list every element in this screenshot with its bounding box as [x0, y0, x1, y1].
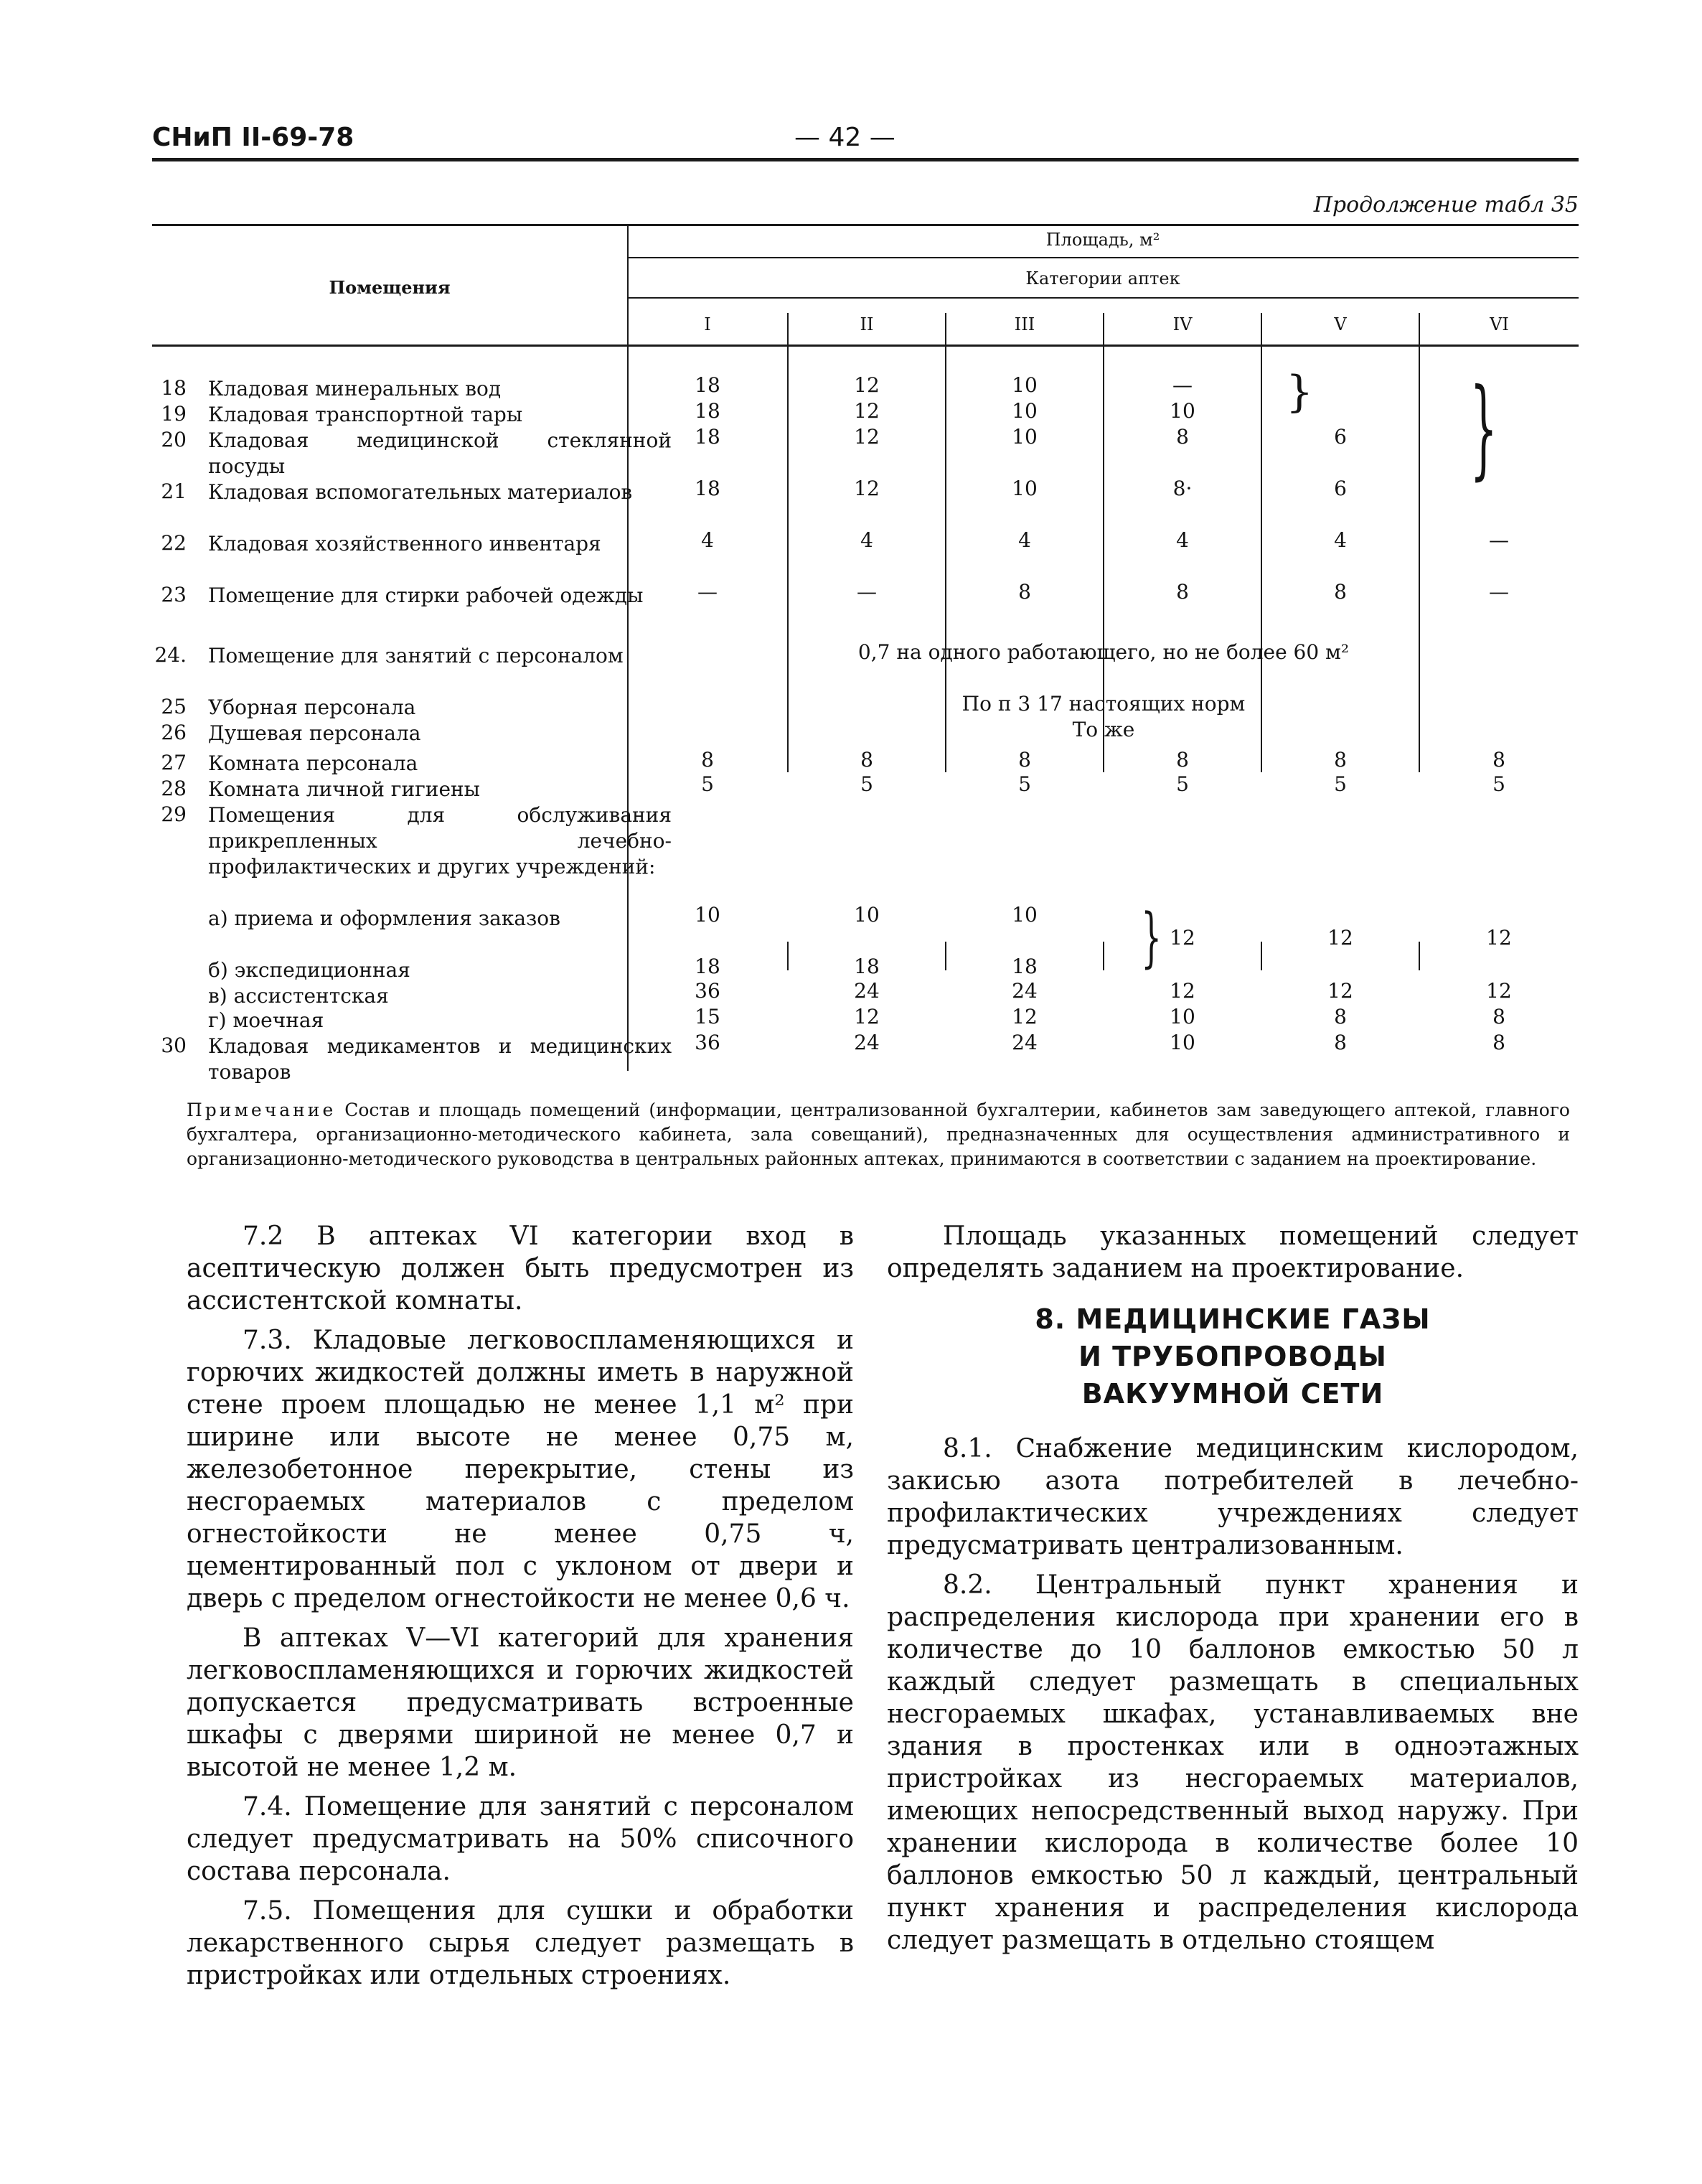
- cell-iv: 10: [1170, 1031, 1195, 1054]
- note-label: Примечание: [187, 1100, 337, 1120]
- row-number: 21: [161, 479, 187, 503]
- row-number: 22: [161, 531, 187, 555]
- note-text: Состав и площадь помещений (информации, централизованной бухгалтерии, кабинетов зам заведующего аптекой, главного бухгалтера, организационно-методического кабинета, зала совещаний), предназначенных для осуществления административного и организационно-методического руководства в центральных районных аптеках, принимаются в соответствии с заданием на проектирование.: [187, 1100, 1570, 1169]
- row-name: Кладовая минеральных вод: [208, 377, 502, 400]
- paragraph-text: Снабжение медицинским кислородом, закисью азота потребителей в лечебно-профилактических учреждениях следует предусматривать централизованным.: [887, 1434, 1579, 1560]
- cell-i: 18: [695, 399, 720, 423]
- row-name: Помещение для занятий с персоналом: [208, 644, 624, 667]
- paragraph-text: Центральный пункт хранения и распределения кислорода при хранении его в количестве до 10 баллонов емкостью 50 л каждый следует размещать в специальных несгораемых шкафах, устанавливаемых вне здания в простенках или в одноэтажных пристройках из несгораемых материалов, имеющих непосредственный выход наружу. При хранении кислорода в количестве более 10 баллонов емкостью 50 л каждый, центральный пункт хранения и распределения кислорода следует размещать в отдельно стоящем: [887, 1570, 1579, 1955]
- cell-iv: 8: [1176, 748, 1189, 772]
- cat-divider-2b: [945, 942, 946, 970]
- cell-iv: 12: [1170, 979, 1195, 1003]
- cell-i: 36: [695, 979, 720, 1003]
- row-name: Кладовая хозяйственного инвентаря: [208, 532, 601, 556]
- right-text-column: [887, 1220, 1579, 1964]
- header-area-rule: [627, 257, 1579, 258]
- cell-i: 18: [695, 373, 720, 397]
- document-code: СНиП II-69-78: [152, 123, 354, 152]
- paragraph-number: 7.5.: [243, 1896, 292, 1926]
- cell-iii: 5: [1018, 772, 1031, 796]
- cell-vi: 12: [1486, 979, 1512, 1003]
- cell-iv: 8·: [1172, 477, 1193, 500]
- row-number: 26: [161, 721, 187, 744]
- section-title-line: 8. МЕДИЦИНСКИЕ ГАЗЫ: [1035, 1303, 1431, 1335]
- cell-i: 5: [701, 772, 714, 796]
- cell-iv: 5: [1176, 772, 1189, 796]
- paragraph-text: Помещения для сушки и обработки лекарственного сырья следует размещать в пристройках или отдельных строениях.: [187, 1896, 855, 1990]
- paragraph-number: 8.1.: [943, 1434, 992, 1463]
- cell-iii: 8: [1018, 748, 1031, 772]
- cell-i: 10: [695, 903, 720, 927]
- cell-ii: 4: [860, 528, 873, 552]
- paragraph-8-2: [887, 1569, 1579, 1956]
- section-title-line: ВАКУУМНОЙ СЕТИ: [1081, 1378, 1384, 1410]
- cell-iii: 4: [1018, 528, 1031, 552]
- cell-iii: 10: [1012, 477, 1038, 500]
- cell-iii: 10: [1012, 903, 1038, 927]
- paragraph-8-1: [887, 1433, 1579, 1562]
- paragraph-7-3: [187, 1324, 854, 1615]
- cell-ii: 10: [854, 903, 880, 927]
- cell-iii: 8: [1018, 580, 1031, 604]
- header-area: Площадь, м²: [1045, 230, 1160, 250]
- page-number: — 42 —: [794, 123, 895, 152]
- cell-i: 18: [695, 955, 720, 978]
- table-note: [187, 1098, 1570, 1171]
- paragraph-text: Кладовые легковоспламеняющихся и горючих жидкостей должны иметь в наружной стене проем площадью не менее 1,1 м² при ширине или высоте не менее 0,75 м, железобетонное перекрытие, стены из несгораемых материалов с пределом огнестойкости не менее 0,75 ч, цементированный пол с уклоном от двери и дверь с пределом огнестойкости не менее 0,6 ч.: [187, 1326, 854, 1613]
- cell-vi: —: [1489, 580, 1509, 604]
- paragraph-7-5: [187, 1895, 854, 1992]
- row-name: Комната личной гигиены: [208, 777, 480, 801]
- row-number: 19: [161, 402, 187, 426]
- row-name: Кладовая вспомогательных материалов: [208, 480, 633, 504]
- cell-iv: —: [1172, 373, 1193, 397]
- cell-iv: 8: [1176, 580, 1189, 604]
- cell-ii: 8: [860, 748, 873, 772]
- cell-iii: 18: [1012, 955, 1038, 978]
- paragraph-text: Помещение для занятий с персоналом следует предусматривать на 50% списочного состава персонала.: [187, 1792, 854, 1886]
- cell-iv: 10: [1170, 399, 1195, 423]
- cell-v: 8: [1334, 1005, 1347, 1028]
- header-cat-iii: III: [1014, 314, 1035, 334]
- cell-v: 8: [1334, 1031, 1347, 1054]
- cell-i: 4: [701, 528, 714, 552]
- row-name: Помещение для стирки рабочей одежды: [208, 584, 644, 607]
- cat-divider-5b: [1419, 942, 1420, 970]
- paragraph-7-4: [187, 1791, 854, 1888]
- cell-iii: 24: [1012, 979, 1038, 1003]
- cell-vi: 5: [1492, 772, 1505, 796]
- cell-v: 8: [1334, 580, 1347, 604]
- cell-v: 6: [1334, 425, 1347, 449]
- cell-iv: 12: [1170, 926, 1195, 950]
- row-name: Уборная персонала: [208, 695, 416, 719]
- cell-v: 5: [1334, 772, 1347, 796]
- row-name: а) приема и оформления заказов: [208, 906, 560, 930]
- header-cat-i: I: [704, 314, 711, 334]
- header-categories-rule: [627, 297, 1579, 299]
- brace-rows-18-21-vi: }: [1470, 366, 1498, 491]
- cell-iii: 12: [1012, 1005, 1038, 1028]
- cat-divider-3b: [1103, 942, 1104, 970]
- header-cat-iv: IV: [1172, 314, 1193, 334]
- cell-iv: 4: [1176, 528, 1189, 552]
- header-cat-vi: VI: [1490, 314, 1509, 334]
- cell-ii: 18: [854, 955, 880, 978]
- cell-i: 36: [695, 1031, 720, 1054]
- cat-divider-1b: [787, 942, 789, 970]
- cell-ii: 24: [854, 979, 880, 1003]
- row-number: 24.: [154, 643, 187, 667]
- row-number: 29: [161, 802, 187, 826]
- row-name: г) моечная: [208, 1008, 324, 1032]
- brace-rows-29a-29b: }: [1141, 900, 1162, 975]
- row-span-value: 0,7 на одного работающего, но не более 60 м²: [857, 640, 1350, 664]
- header-cat-v: V: [1334, 314, 1347, 334]
- cell-v: 12: [1327, 979, 1353, 1003]
- cell-iii: 10: [1012, 373, 1038, 397]
- cell-vi: 8: [1492, 1005, 1505, 1028]
- cell-v: 4: [1334, 528, 1347, 552]
- section-8-title: [887, 1300, 1579, 1412]
- cell-ii: 12: [854, 399, 880, 423]
- cell-i: 8: [701, 748, 714, 772]
- cell-i: 18: [695, 477, 720, 500]
- header-bottom-rule: [152, 345, 1579, 347]
- cell-i: 15: [695, 1005, 720, 1028]
- row-number: 27: [161, 751, 187, 774]
- row-name: Кладовая транспортной тары: [208, 403, 523, 426]
- rooms-area-table: [152, 224, 1579, 1087]
- header-rooms: Помещения: [329, 277, 451, 298]
- row-name: Комната персонала: [208, 751, 418, 775]
- cell-i: 18: [695, 425, 720, 449]
- cell-v: 8: [1334, 748, 1347, 772]
- left-text-column: [187, 1220, 854, 1999]
- row-name: Помещения для обслуживания прикрепленных лечебно-профилактических и других учреждений:: [208, 803, 672, 878]
- row-name: Душевая персонала: [208, 721, 421, 745]
- row-number: 25: [161, 695, 187, 718]
- cell-i: —: [697, 580, 718, 604]
- page-header: [152, 121, 1579, 161]
- paragraph-number: 7.2: [243, 1222, 284, 1251]
- cell-ii: 12: [854, 1005, 880, 1028]
- row-number: 23: [161, 583, 187, 606]
- row-number: 18: [161, 376, 187, 400]
- cell-vi: —: [1489, 528, 1509, 552]
- cell-ii: 12: [854, 425, 880, 449]
- cell-iii: 24: [1012, 1031, 1038, 1054]
- cell-iii: 10: [1012, 425, 1038, 449]
- cell-ii: —: [857, 580, 877, 604]
- paragraph-number: 7.4.: [243, 1792, 292, 1822]
- row-name: Кладовая медицинской стеклянной посуды: [208, 428, 672, 478]
- cell-vi: 8: [1492, 1031, 1505, 1054]
- cell-iii: 10: [1012, 399, 1038, 423]
- row-number: 20: [161, 428, 187, 451]
- cell-vi: 12: [1486, 926, 1512, 950]
- cell-ii: 5: [860, 772, 873, 796]
- cat-divider-4b: [1261, 942, 1262, 970]
- cell-v: 12: [1327, 926, 1353, 950]
- row-span-value: По п 3 17 настоящих норм: [962, 692, 1246, 716]
- cell-iv: 10: [1170, 1005, 1195, 1028]
- cell-ii: 12: [854, 373, 880, 397]
- row-span-value: То же: [1072, 718, 1135, 741]
- row-number: 30: [161, 1034, 187, 1057]
- table-top-rule: [152, 224, 1579, 226]
- cell-iv: 8: [1176, 425, 1189, 449]
- cell-vi: 8: [1492, 748, 1505, 772]
- cell-ii: 24: [854, 1031, 880, 1054]
- paragraph-text: В аптеках V—VI категорий для хранения легковоспламеняющихся и горючих жидкостей допускается предусматривать встроенные шкафы с дверями шириной не менее 0,7 и высотой не менее 1,2 м.: [187, 1623, 854, 1782]
- cell-v: 6: [1334, 477, 1347, 500]
- header-cat-ii: II: [860, 314, 874, 334]
- paragraph-number: 7.3.: [243, 1326, 292, 1355]
- section-title-line: И ТРУБОПРОВОДЫ: [1078, 1341, 1387, 1372]
- paragraph-text: В аптеках VI категории вход в асептическую должен быть предусмотрен из ассистентской комнаты.: [187, 1222, 854, 1316]
- row-name: в) ассистентская: [208, 984, 389, 1008]
- header-categories: Категории аптек: [1025, 268, 1180, 289]
- brace-rows-18-19-v: }: [1286, 367, 1314, 417]
- paragraph-number: 8.2.: [943, 1570, 992, 1600]
- row-name: Кладовая медикаментов и медицинских товаров: [208, 1034, 672, 1084]
- table-continuation-title: Продолжение табл 35: [1313, 192, 1579, 217]
- paragraph-7-2: [187, 1220, 854, 1317]
- paragraph-intro: Площадь указанных помещений следует определять заданием на проектирование.: [887, 1222, 1579, 1283]
- paragraph-7-3-cont: [187, 1622, 854, 1784]
- row-name: б) экспедиционная: [208, 958, 410, 982]
- cell-ii: 12: [854, 477, 880, 500]
- row-number: 28: [161, 777, 187, 800]
